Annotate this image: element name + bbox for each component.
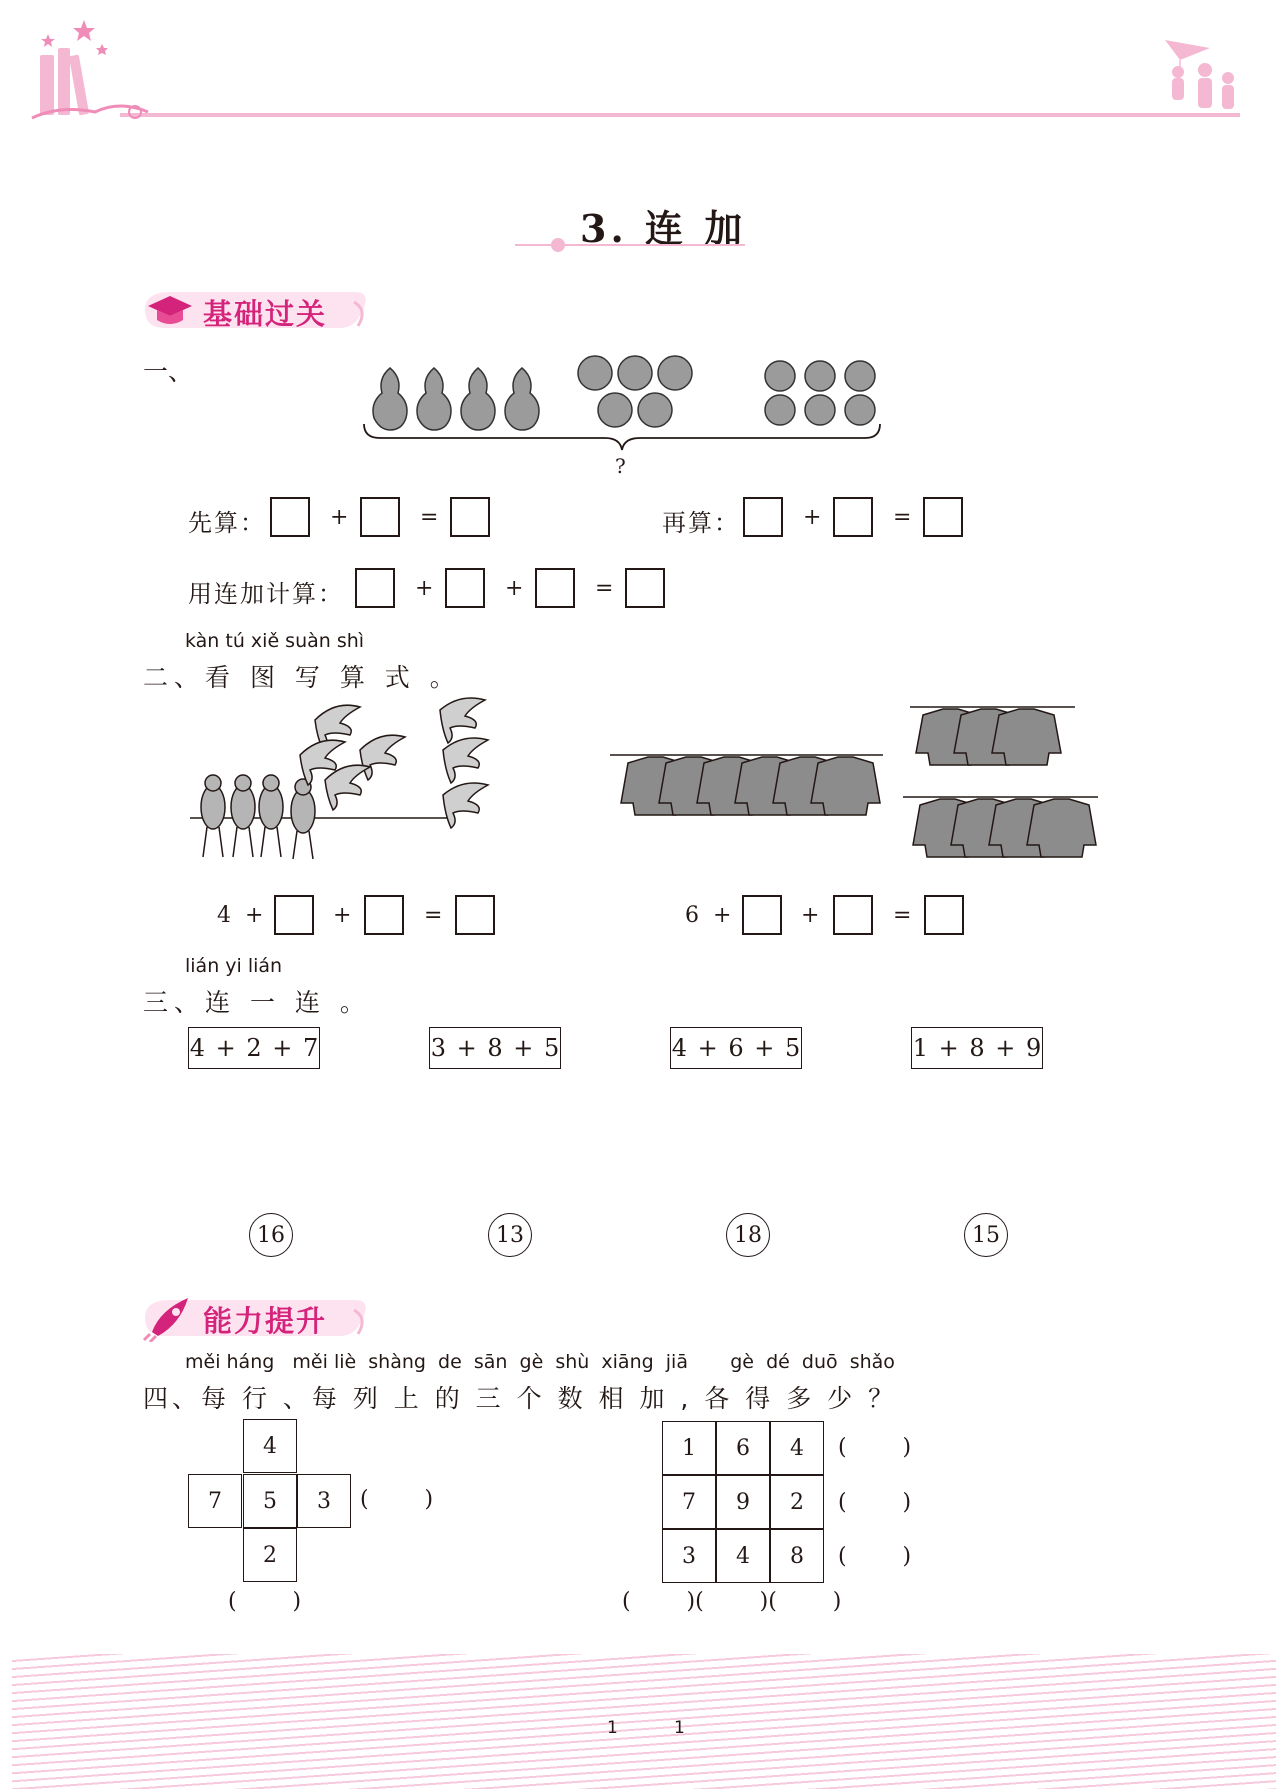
- books-logo-icon: [32, 48, 148, 118]
- q1-first-label: 先算：: [188, 509, 266, 537]
- q3-answer-4[interactable]: 15: [964, 1213, 1008, 1257]
- footer-band: [12, 1654, 1276, 1789]
- q1-continuous-plus-1: +: [415, 576, 434, 601]
- title-underline: [515, 236, 745, 256]
- page-number-right: 1: [674, 1718, 685, 1738]
- q2-title: 二、看 图 写 算 式 。: [143, 663, 461, 692]
- q2-left-first: 4 +: [217, 903, 264, 928]
- q3-expression-2[interactable]: 3 + 8 + 5: [429, 1027, 561, 1069]
- page-title: 3. 连 加: [580, 206, 747, 251]
- q1-first-plus: +: [330, 505, 349, 530]
- q2-left-box-2[interactable]: [364, 895, 404, 935]
- q1-then-box-3[interactable]: [923, 497, 963, 537]
- q4-grid-col-answers[interactable]: ( )( )( ): [622, 1589, 842, 1614]
- children-kite-icon: [1165, 40, 1234, 109]
- q4-grid-row-2-answer[interactable]: ( ): [838, 1490, 912, 1515]
- q3-expression-3[interactable]: 4 + 6 + 5: [670, 1027, 802, 1069]
- q4-cross-bottom: 2: [243, 1528, 297, 1582]
- q2-clothes-illustration: [608, 695, 1108, 865]
- q1-continuous-plus-2: +: [505, 576, 524, 601]
- q1-continuous-box-1[interactable]: [355, 568, 395, 608]
- q3-expression-4[interactable]: 1 + 8 + 9: [911, 1027, 1043, 1069]
- q4-title: 四、每 行 、每 列 上 的 三 个 数 相 加 , 各 得 多 少 ？: [143, 1384, 898, 1413]
- q4-grid-cell: 9: [716, 1475, 770, 1529]
- q1-then-label: 再算：: [662, 509, 740, 537]
- q4-cross-right: 3: [297, 1474, 351, 1528]
- pear-icon: [373, 368, 539, 430]
- q4-grid-cell: 1: [662, 1421, 716, 1475]
- q4-grid-row-1-answer[interactable]: ( ): [838, 1435, 912, 1460]
- q1-then-box-1[interactable]: [743, 497, 783, 537]
- q4-grid-cell: 8: [770, 1529, 824, 1583]
- q3-answer-1[interactable]: 16: [249, 1213, 293, 1257]
- q4-cross-row-answer[interactable]: ( ): [360, 1487, 434, 1512]
- q4-grid-row-3-answer[interactable]: ( ): [838, 1544, 912, 1569]
- q1-first-box-2[interactable]: [360, 497, 400, 537]
- q2-birds-illustration: [185, 695, 525, 865]
- section-title-advanced: 能力提升: [203, 1304, 328, 1338]
- q4-cross-center: 5: [243, 1474, 297, 1528]
- q3-expression-1[interactable]: 4 + 2 + 7: [188, 1027, 320, 1069]
- shirt-icon: [621, 709, 1096, 857]
- page-number-left: 1: [607, 1718, 618, 1738]
- q4-grid-cell: 3: [662, 1529, 716, 1583]
- q4-cross-left: 7: [188, 1474, 242, 1528]
- q4-cross-col-answer[interactable]: ( ): [228, 1589, 302, 1614]
- q1-continuous-box-2[interactable]: [445, 568, 485, 608]
- q1-continuous-label: 用连加计算：: [188, 580, 344, 608]
- q1-then-plus: +: [803, 505, 822, 530]
- q4-grid-cell: 7: [662, 1475, 716, 1529]
- q2-right-box-3[interactable]: [924, 895, 964, 935]
- q2-right-box-1[interactable]: [742, 895, 782, 935]
- q2-right-plus: +: [801, 903, 820, 928]
- q2-right-equals: =: [893, 903, 912, 928]
- q2-right-box-2[interactable]: [833, 895, 873, 935]
- header-decoration: [0, 0, 1287, 140]
- q2-left-box-3[interactable]: [455, 895, 495, 935]
- q2-left-equals: =: [424, 903, 443, 928]
- q1-continuous-box-3[interactable]: [535, 568, 575, 608]
- q1-number: 一、: [143, 357, 194, 386]
- q2-pinyin: kàn tú xiě suàn shì: [185, 630, 365, 652]
- q1-question-mark: ?: [615, 454, 626, 478]
- q1-then-equals: =: [893, 505, 912, 530]
- q1-first-box-3[interactable]: [450, 497, 490, 537]
- flying-bird-icon: [300, 698, 488, 828]
- q4-cross-top: 4: [243, 1419, 297, 1473]
- q4-pinyin: měi háng měi liè shàng de sān gè shù xiāng jiā gè dé duō shǎo: [185, 1351, 895, 1373]
- q3-title: 三、连 一 连 。: [143, 988, 371, 1017]
- q2-right-first: 6 +: [685, 903, 732, 928]
- q4-grid-cell: 4: [716, 1529, 770, 1583]
- stars-icon: [41, 20, 108, 55]
- section-title-basic: 基础过关: [203, 297, 328, 331]
- q3-answer-2[interactable]: 13: [488, 1213, 532, 1257]
- q1-continuous-equals: =: [595, 576, 614, 601]
- q4-grid-cell: 2: [770, 1475, 824, 1529]
- q3-pinyin: lián yi lián: [185, 955, 283, 977]
- orange-icon: [765, 361, 875, 425]
- q1-then-box-2[interactable]: [833, 497, 873, 537]
- q1-first-box-1[interactable]: [270, 497, 310, 537]
- q2-left-plus: +: [333, 903, 352, 928]
- q2-left-box-1[interactable]: [274, 895, 314, 935]
- q1-continuous-box-4[interactable]: [625, 568, 665, 608]
- apple-icon: [578, 356, 692, 427]
- q4-grid-cell: 4: [770, 1421, 824, 1475]
- perched-bird-icon: [201, 775, 315, 859]
- q1-first-equals: =: [420, 505, 439, 530]
- q3-answer-3[interactable]: 18: [726, 1213, 770, 1257]
- q4-grid-cell: 6: [716, 1421, 770, 1475]
